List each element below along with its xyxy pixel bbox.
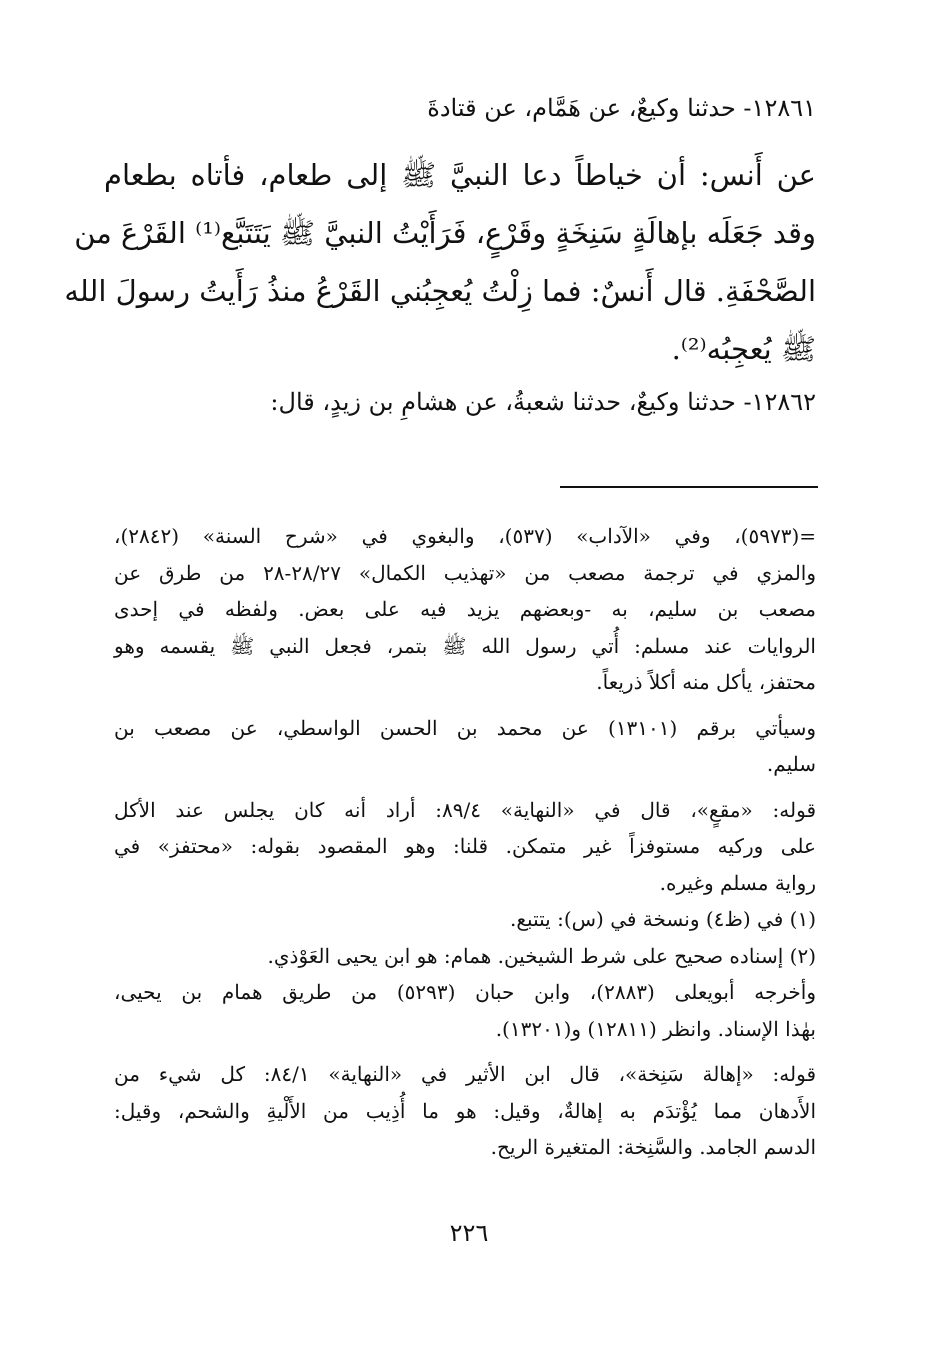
footnote-line: وسيأتي برقم (١٣١٠١) عن محمد بن الحسن الواسطي، عن مصعب بن [114,715,816,740]
footnote-line: على وركيه مستوفزاً غير متمكن. قلنا: وهو المقصود بقوله: «محتفز» في [114,834,816,858]
footnote-line: رواية مسلم وغيره. [659,870,816,895]
footnote-line: قوله: «مقعٍ»، قال في «النهاية» ٨٩/٤: أراد أنه كان يجلس عند الأكل [114,797,816,822]
footnote-line: =(٥٩٧٣)، وفي «الآداب» (٥٣٧)، والبغوي في «شرح السنة» (٢٨٤٢)، [114,524,817,548]
footnote-line: والمزي في ترجمة مصعب من «تهذيب الكمال» ٢٨/٢٧-٢٨ من طرق عن [114,560,817,585]
page-number: ٢٢٦ [449,1219,489,1247]
footnote-line: الروايات عند مسلم: أُتي رسول الله ﷺ بتمر، فجعل النبي ﷺ يقسمه وهو [114,633,816,658]
hadith-12861-header: ١٢٨٦١- حدثنا وكيعٌ، عن هَمَّام، عن قتادةَ [427,94,816,122]
hadith-12861-text [64,146,816,378]
footnote-2: (٢) إسناده صحيح على شرط الشيخين. همام: هو ابن يحيى العَوْذي. [267,943,816,968]
hadith-text-line: وقد جَعَلَه بإهالَةٍ سَنِخَةٍ وقَرْعٍ، فَرَأَيْتُ النبيَّ ﷺ يَتَتَبَّع⁽¹⁾ القَرْعَ من [74,216,816,250]
footnote-1: (١) في (ظ٤) ونسخة في (س): يتتبع. [510,907,816,931]
footnote-line: وأخرجه أبويعلى (٢٨٨٣)، وابن حبان (٥٢٩٣) من طريق همام بن يحيى، [114,980,816,1004]
hadith-text-line: عن أَنس: أن خياطاً دعا النبيَّ ﷺ إلى طعام، فأتاه بطعام [104,158,816,192]
footnotes [114,518,816,1166]
footnote-line: سليم. [766,752,816,776]
footnote-line: قوله: «إهالة سَنِخة»، قال ابن الأثير في «النهاية» ٨٤/١: كل شيء من [114,1062,816,1086]
hadith-12862-header: ١٢٨٦٢- حدثنا وكيعٌ، حدثنا شعبةُ، عن هشامِ بن زيدٍ، قال: [270,388,816,416]
footnote-line: مصعب بن سليم، به -وبعضهم يزيد فيه على بعض. ولفظه في إحدى [114,597,816,621]
footnote-line: الدسم الجامد. والسَّنِخة: المتغيرة الريح. [490,1135,816,1159]
hadith-text-line: الصَّحْفَةِ. قال أَنسٌ: فما زِلْتُ يُعجِبُني القَرْعُ منذُ رَأَيتُ رسولَ الله [64,274,816,308]
hadith-text-line: ﷺ يُعجِبُه⁽²⁾. [671,332,816,366]
footnote-line: محتفز، يأكل منه أكلاً ذريعاً. [596,670,816,694]
footnote-line: بهٰذا الإسناد. وانظر (١٢٨١١) و(١٣٢٠١). [495,1016,816,1041]
footnote-separator [560,486,818,488]
footnote-line: الأَدهان مما يُؤْتدَم به إهالةٌ، وقيل: هو ما أُذِيب من الأَلْيةِ والشحم، وقيل: [114,1098,816,1123]
